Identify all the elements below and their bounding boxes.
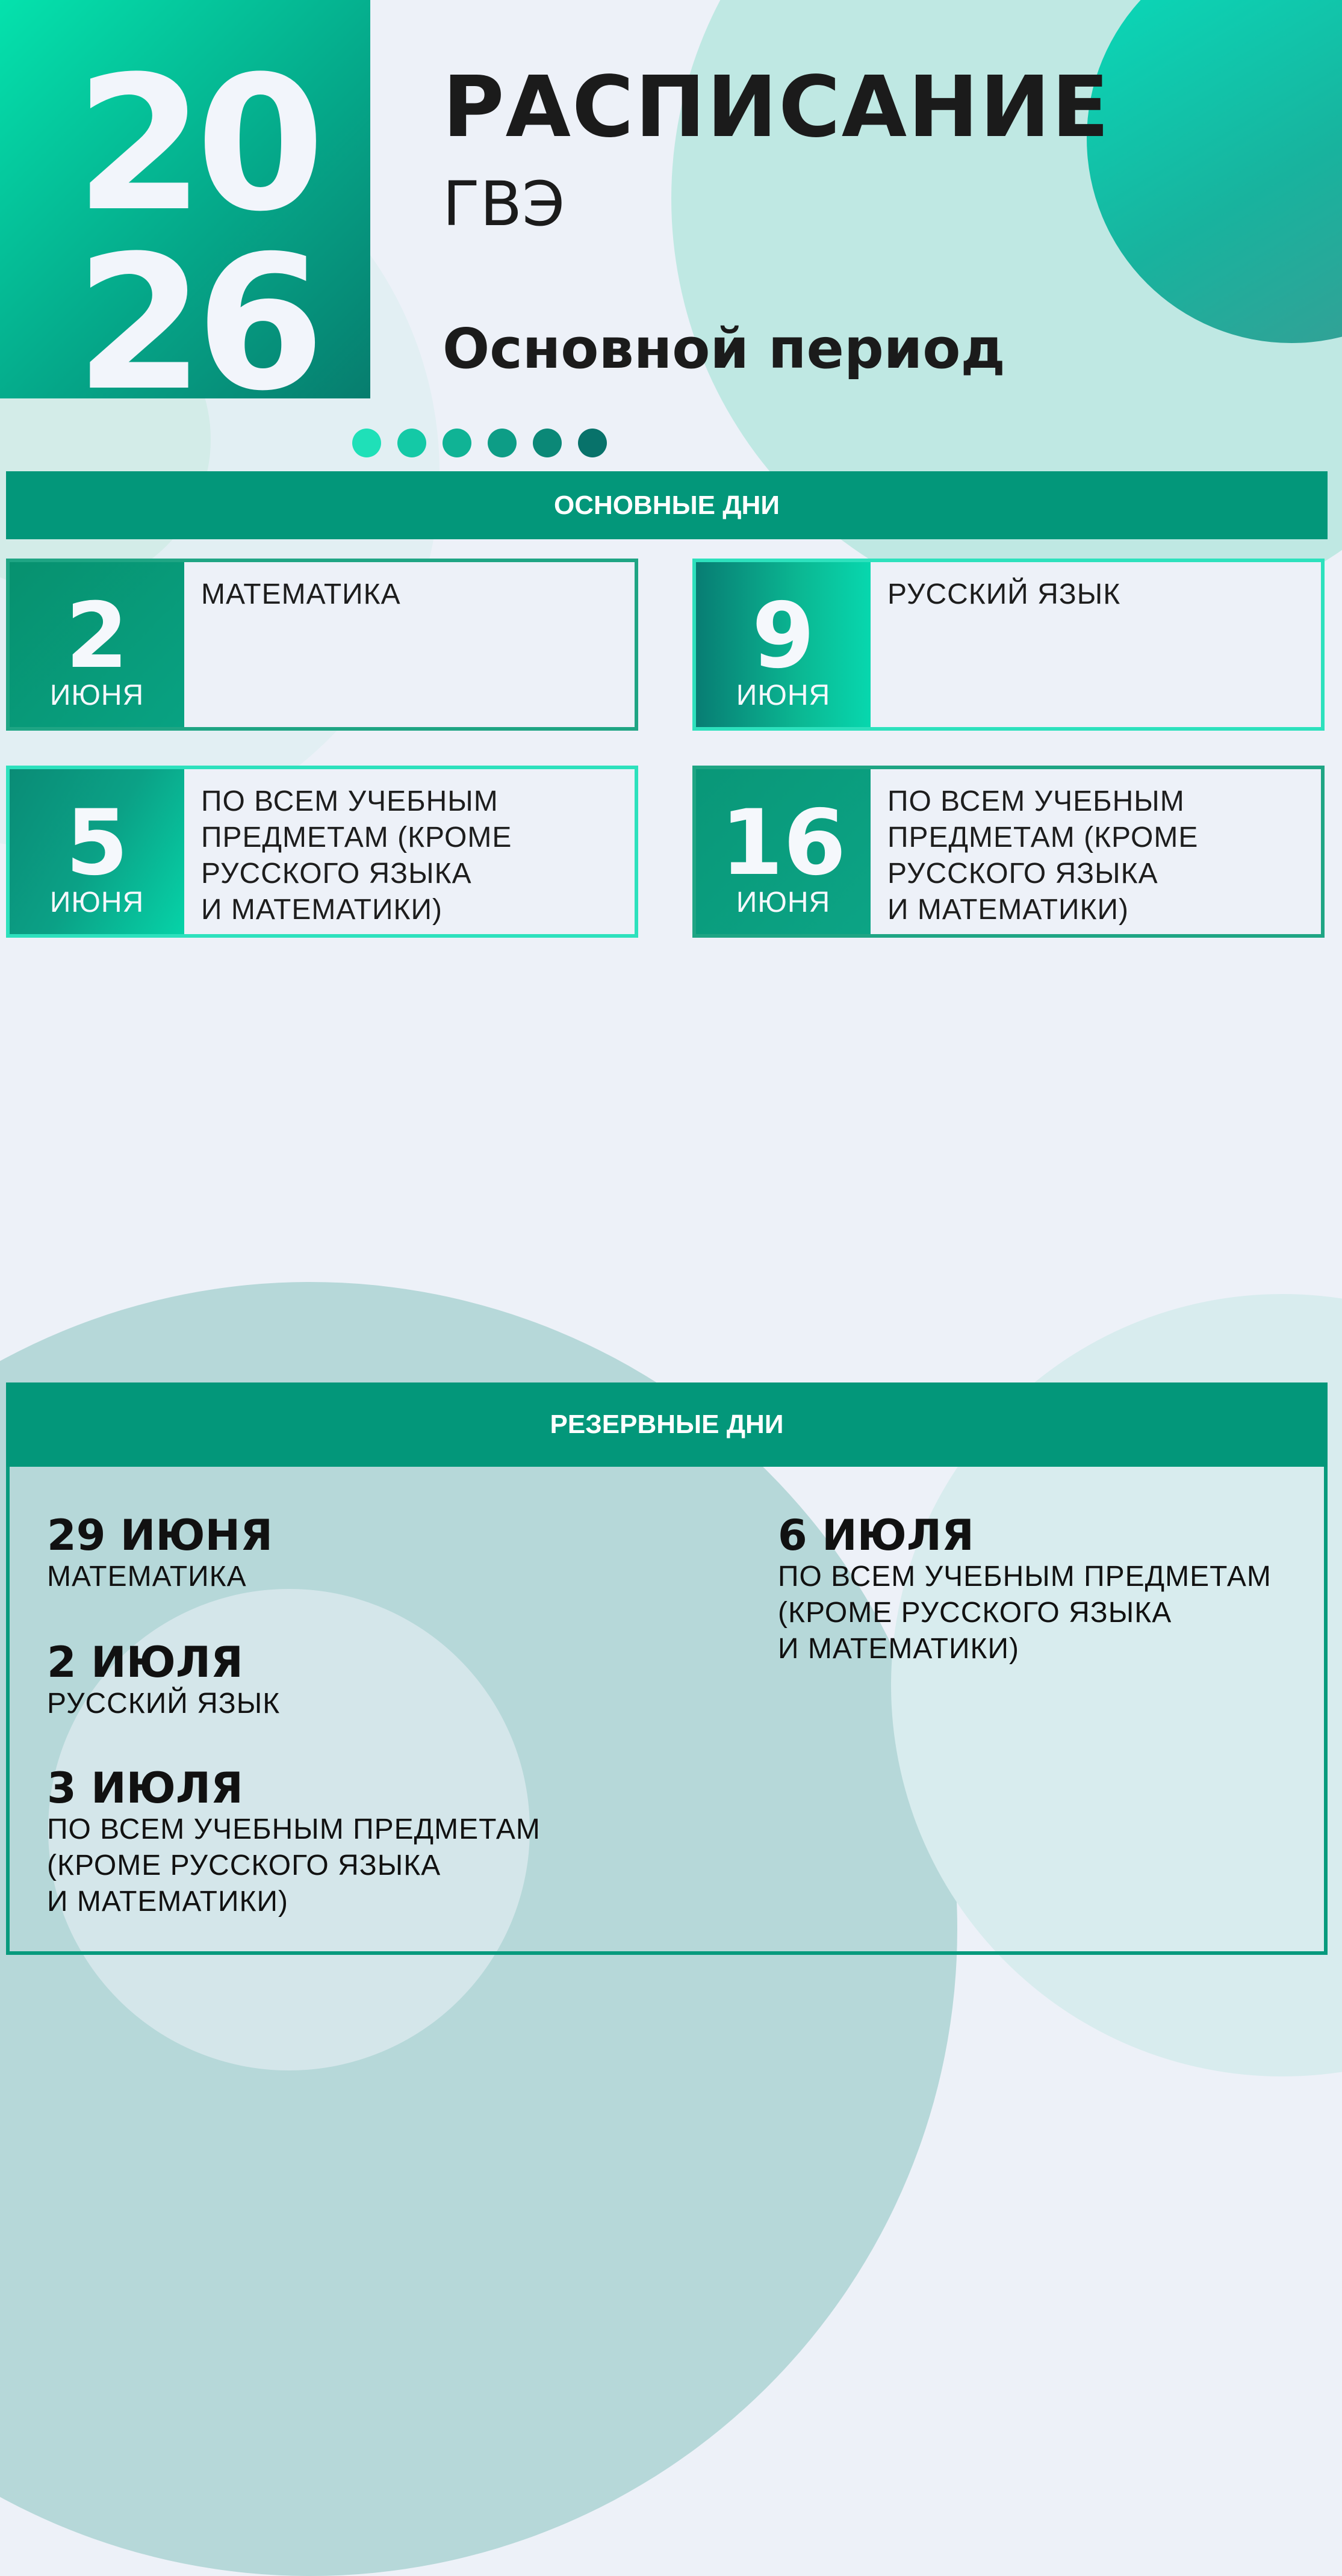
subject-line: ПО ВСЕМ УЧЕБНЫМ [887, 785, 1185, 817]
decorative-dots [352, 429, 607, 457]
reserve-date: 2 ИЮЛЯ [47, 1638, 243, 1687]
reserve-subject: ПО ВСЕМ УЧЕБНЫМ ПРЕДМЕТАМ [778, 1561, 1272, 1593]
reserve-date: 6 ИЮЛЯ [778, 1511, 974, 1560]
date-box [10, 562, 184, 727]
dot [443, 429, 471, 457]
date-box [10, 769, 184, 934]
reserve-subject: И МАТЕМАТИКИ) [47, 1886, 288, 1918]
day-number: 16 [720, 791, 847, 896]
dot [352, 429, 381, 457]
page-subtitle: ГВЭ [443, 169, 565, 240]
day-number: 2 [65, 584, 129, 689]
month-label: ИЮНЯ [736, 887, 831, 918]
year-second-half: 26 [75, 215, 317, 432]
month-label: ИЮНЯ [736, 680, 831, 711]
subject-line: И МАТЕМАТИКИ) [201, 894, 443, 926]
subject-text [871, 562, 1321, 727]
subject-line: ПО ВСЕМ УЧЕБНЫМ [201, 785, 499, 817]
dot [533, 429, 562, 457]
reserve-item [47, 1765, 541, 1920]
day-number: 5 [65, 791, 129, 896]
reserve-subject: ПО ВСЕМ УЧЕБНЫМ ПРЕДМЕТАМ [47, 1813, 541, 1845]
month-label: ИЮНЯ [49, 680, 144, 711]
day-number: 9 [751, 584, 815, 689]
reserve-days-heading: РЕЗЕРВНЫЕ ДНИ [6, 1382, 1328, 1467]
year-first-half: 20 [75, 36, 317, 252]
subject-text [184, 769, 635, 934]
exam-card [6, 559, 638, 731]
subject-line: ПРЕДМЕТАМ (КРОМЕ [887, 822, 1199, 853]
subject-line: И МАТЕМАТИКИ) [887, 894, 1129, 926]
reserve-date: 29 ИЮНЯ [47, 1511, 273, 1560]
reserve-subject: МАТЕМАТИКА [47, 1561, 247, 1593]
subject-line: МАТЕМАТИКА [201, 578, 401, 610]
subject-text [184, 562, 635, 727]
reserve-subject: (КРОМЕ РУССКОГО ЯЗЫКА [778, 1597, 1172, 1629]
page-title: РАСПИСАНИЕ [443, 58, 1111, 156]
reserve-subject: РУССКИЙ ЯЗЫК [47, 1688, 281, 1720]
exam-card [6, 766, 638, 938]
subject-line: РУССКОГО ЯЗЫКА [887, 858, 1158, 890]
year-block [0, 0, 370, 432]
period-title: Основной период [443, 317, 1005, 381]
date-box [696, 769, 871, 934]
subject-line: РУССКОГО ЯЗЫКА [201, 858, 472, 890]
subject-line: РУССКИЙ ЯЗЫК [887, 578, 1121, 610]
reserve-subject: (КРОМЕ РУССКОГО ЯЗЫКА [47, 1850, 441, 1881]
exam-card [692, 559, 1325, 731]
month-label: ИЮНЯ [49, 887, 144, 918]
reserve-item [47, 1639, 280, 1722]
reserve-item [778, 1512, 1272, 1667]
reserve-item [47, 1512, 273, 1595]
date-box [696, 562, 871, 727]
reserve-date: 3 ИЮЛЯ [47, 1763, 243, 1813]
subject-text [871, 769, 1321, 934]
dot [488, 429, 517, 457]
exam-card [692, 766, 1325, 938]
subject-line: ПРЕДМЕТАМ (КРОМЕ [201, 822, 512, 853]
main-days-heading: ОСНОВНЫЕ ДНИ [6, 471, 1328, 539]
dot [397, 429, 426, 457]
dot [578, 429, 607, 457]
reserve-subject: И МАТЕМАТИКИ) [778, 1633, 1019, 1665]
